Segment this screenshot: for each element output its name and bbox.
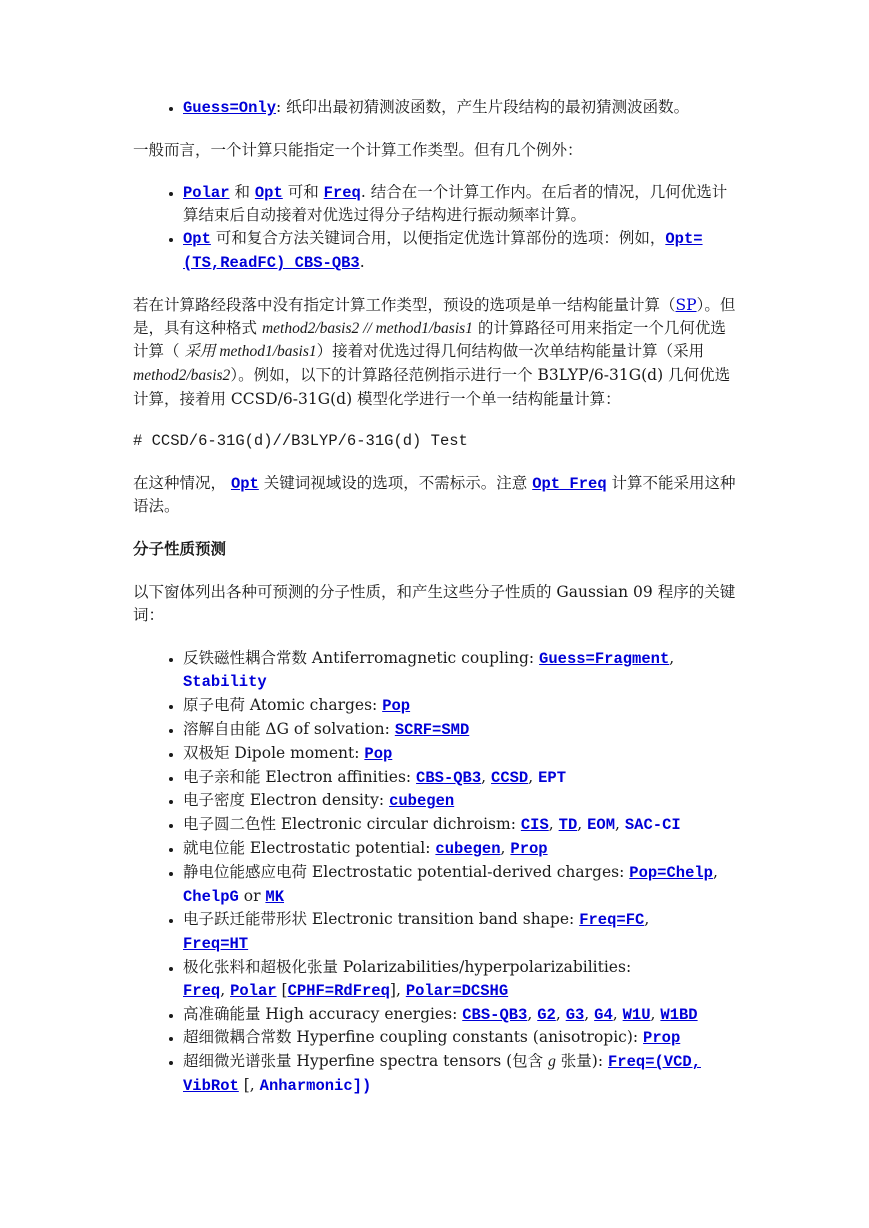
property-label: 电子跃迁能带形状 Electronic transition band shape: — [183, 910, 580, 929]
link-w1u[interactable]: W1U — [622, 1005, 651, 1024]
property-label: 高准确能量 High accuracy energies: — [183, 1004, 463, 1023]
separator: , — [481, 767, 492, 786]
link-g3[interactable]: G3 — [565, 1005, 585, 1024]
document-page — [133, 96, 739, 1098]
text-can-and: 可和 — [282, 182, 324, 201]
link-freq-fc[interactable]: Freq=FC — [579, 911, 645, 930]
link-cphf-rdfreq[interactable]: CPHF=RdFreq — [287, 981, 390, 1000]
link-guess-fragment[interactable]: Guess=Fragment — [539, 649, 670, 668]
text-or: or — [238, 886, 266, 905]
paragraph-route-syntax — [133, 294, 739, 411]
link-opt[interactable]: Opt — [183, 230, 211, 249]
link-freq-ht[interactable]: Freq=HT — [183, 935, 249, 954]
text: 计算不能采用这种语法。 — [133, 473, 736, 516]
link-freq-vcd[interactable]: Freq=(VCD, — [607, 1053, 701, 1072]
link-ccsd[interactable]: CCSD — [491, 768, 529, 787]
property-label: 超细微光谱张量 Hyperfine spectra tensors (包含 — [183, 1052, 549, 1071]
list-item-dipole — [183, 742, 739, 766]
route-format: method2/basis2 // method1/basis1 — [261, 319, 473, 337]
list-item-electron-density — [183, 789, 739, 813]
text: ）。但是，具有这种格式 — [133, 295, 736, 337]
property-label: 双极矩 Dipole moment: — [183, 743, 365, 762]
property-label: 电子亲和能 Electron affinities: — [183, 767, 417, 786]
separator: , — [650, 1004, 661, 1023]
link-cbs-qb3[interactable]: CBS-QB3 — [416, 768, 482, 787]
list-item-polar-opt-freq — [183, 181, 739, 228]
link-pop[interactable]: Pop — [382, 697, 411, 716]
keyword-anharmonic: Anharmonic — [259, 1076, 353, 1095]
paragraph-properties-intro: 以下窗体列出各种可预测的分子性质，和产生这些分子性质的 Gaussian 09 程序的关键词： — [133, 582, 736, 624]
keyword-ept: EPT — [538, 768, 567, 787]
link-freq[interactable]: Freq — [323, 183, 361, 202]
link-cubegen[interactable]: cubegen — [435, 839, 501, 858]
bracket: [, — [238, 1075, 260, 1094]
bracket: ], — [389, 980, 406, 999]
list-item-band-shape — [183, 908, 739, 956]
property-label: 极化张料和超极化张量 Polarizabilities/hyperpolarizabilities: — [183, 957, 632, 976]
property-label: 电子圆二色性 Electronic circular dichroism: — [183, 815, 521, 834]
link-pop-chelp[interactable]: Pop=Chelp — [629, 863, 713, 882]
link-cubegen[interactable]: cubegen — [389, 792, 455, 811]
route-format: method2/basis2 — [133, 367, 231, 385]
link-vibrot[interactable]: VibRot — [183, 1076, 239, 1095]
link-w1bd[interactable]: W1BD — [660, 1005, 698, 1024]
list-item-hyperfine-coupling — [183, 1026, 739, 1050]
text: 的计算路径可用来指定一个几何优选计算（ — [133, 318, 726, 361]
separator: , — [548, 815, 559, 834]
link-opt[interactable]: Opt — [230, 474, 259, 493]
link-guess-only[interactable]: Guess=Only — [183, 99, 277, 117]
property-label: 就电位能 Electrostatic potential: — [183, 838, 436, 857]
properties-list — [133, 647, 739, 1098]
route-example: # CCSD/6-31G(d)//B3LYP/6-31G(d) Test — [133, 431, 468, 450]
list-item-text: . 结合在一个计算工作内。在后者的情况，几何优选计算结束后自动接着对优选过得分子结构进行振动频率计算。 — [183, 182, 728, 225]
separator: , — [615, 815, 625, 834]
section-heading: 分子性质预测 — [133, 540, 227, 559]
list-item-guess-only — [183, 96, 739, 120]
separator: , — [584, 1004, 595, 1023]
paragraph-opt-note — [133, 472, 739, 519]
link-opt-freq[interactable]: Opt Freq — [532, 474, 607, 493]
link-scrf-smd[interactable]: SCRF=SMD — [394, 720, 470, 739]
text: ）接着对优选过得几何结构做一次单结构能量计算（采用 — [316, 342, 705, 361]
link-g2[interactable]: G2 — [537, 1005, 556, 1024]
property-label: 张量): — [555, 1052, 608, 1071]
separator: , — [555, 1004, 566, 1023]
separator: , — [528, 767, 539, 786]
link-polar[interactable]: Polar — [183, 183, 230, 202]
paragraph-intro: 一般而言，一个计算只能指定一个计算工作类型。但有几个例外： — [133, 140, 583, 159]
list-item-text: 可和复合方法关键词合用，以便指定优选计算部份的选项：例如， — [210, 229, 666, 248]
list-item-atomic-charges — [183, 694, 739, 718]
symbol-g: g — [548, 1053, 556, 1071]
list-item-hyperfine-spectra — [183, 1050, 739, 1098]
keyword-eom: EOM — [587, 816, 616, 835]
link-prop[interactable]: Prop — [510, 839, 548, 858]
list-item-solvation — [183, 718, 739, 742]
text: 若在计算路经段落中没有指定计算工作类型，预设的选项是单一结构能量计算（ — [133, 295, 676, 314]
text-and: 和 — [229, 182, 255, 201]
link-g4[interactable]: G4 — [594, 1005, 613, 1024]
link-sp[interactable]: SP — [675, 295, 697, 314]
property-label: 反铁磁性耦合常数 Antiferromagnetic coupling: — [183, 648, 540, 667]
list-item-opt-composite — [183, 227, 739, 275]
text-period: . — [359, 252, 365, 271]
list-item-polarizabilities — [183, 956, 739, 1003]
keyword-chelpg: ChelpG — [183, 887, 239, 906]
exceptions-list — [133, 181, 739, 275]
link-td[interactable]: TD — [558, 816, 578, 835]
property-label: 溶解自由能 ΔG of solvation: — [183, 719, 395, 738]
link-polar-dcshg[interactable]: Polar=DCSHG — [405, 981, 509, 1000]
text: 关键词视域设的选项，不需标示。注意 — [258, 473, 533, 492]
separator: , — [527, 1004, 538, 1023]
link-opt[interactable]: Opt — [254, 183, 283, 202]
link-cis[interactable]: CIS — [520, 816, 549, 835]
property-label: 静电位能感应电荷 Electrostatic potential-derived charges: — [183, 862, 630, 881]
route-format: 采用 method1/basis1 — [184, 343, 317, 361]
list-item-electron-affinities — [183, 766, 739, 790]
top-list — [133, 96, 739, 120]
separator: , — [669, 648, 675, 667]
bracket: ]) — [352, 1076, 372, 1095]
link-polar[interactable]: Polar — [230, 981, 277, 1000]
keyword-sac-ci: SAC-CI — [624, 816, 681, 835]
list-item-esp-charges — [183, 861, 739, 909]
separator: , — [220, 980, 231, 999]
list-item-text: : 纸印出最初猜测波函数，产生片段结构的最初猜测波函数。 — [276, 98, 690, 116]
bracket: [ — [276, 980, 288, 999]
keyword-stability: Stability — [183, 673, 267, 692]
list-item-ecd — [183, 813, 739, 837]
text: ）。例如，以下的计算路径范例指示进行一个 B3LYP/6-31G(d) 几何优选计算，接着用 CCSD/6-31G(d) 模型化学进行一个单一结构能量计算： — [133, 366, 731, 408]
property-label: 超细微耦合常数 Hyperfine coupling constants (anisotropic): — [183, 1028, 644, 1047]
separator: , — [612, 1004, 623, 1023]
link-pop[interactable]: Pop — [364, 744, 393, 763]
separator: , — [577, 815, 588, 834]
separator: , — [644, 910, 650, 929]
text: 在这种情况， — [133, 473, 231, 492]
list-item-antiferromagnetic — [183, 647, 739, 695]
list-item-high-accuracy — [183, 1003, 739, 1027]
separator: , — [712, 862, 718, 881]
list-item-electrostatic-potential — [183, 837, 739, 861]
keyword-mk: MK — [265, 887, 285, 906]
link-cbs-qb3[interactable]: CBS-QB3 — [462, 1005, 528, 1024]
property-label: 原子电荷 Atomic charges: — [183, 696, 383, 715]
link-freq[interactable]: Freq — [183, 981, 221, 1000]
separator: , — [500, 838, 511, 857]
link-opt-ts-readfc-cbs-qb3[interactable]: Opt=(TS,ReadFC) CBS-QB3 — [183, 230, 703, 272]
property-label: 电子密度 Electron density: — [183, 791, 390, 810]
link-prop[interactable]: Prop — [643, 1029, 681, 1048]
